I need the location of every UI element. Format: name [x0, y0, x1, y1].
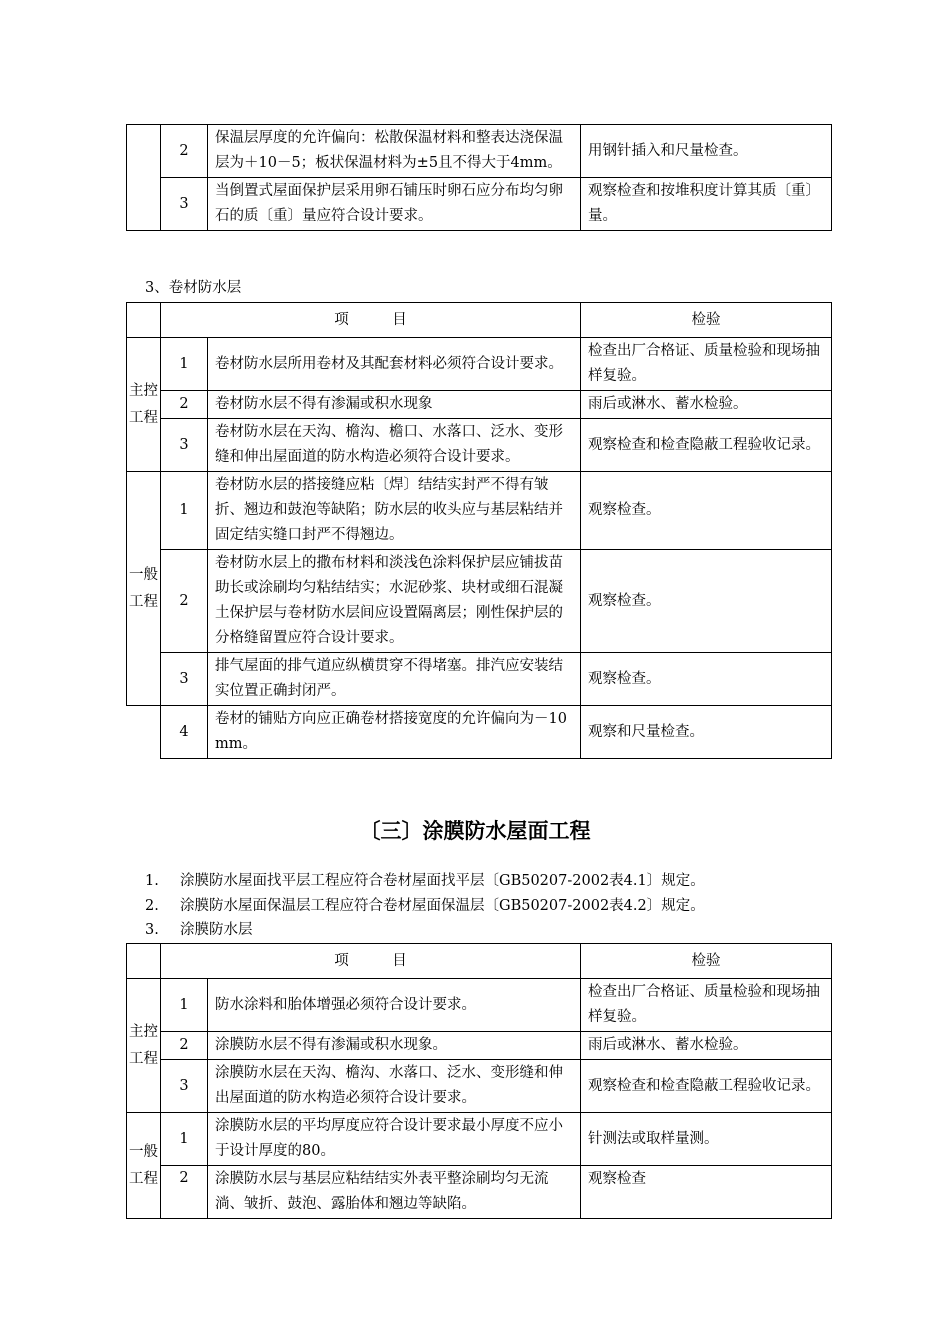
- coating-waterproof-table: [126, 943, 832, 1219]
- check-cell: 观察检查。: [581, 472, 832, 550]
- header-blank: [127, 303, 161, 338]
- check-cell: 雨后或淋水、蓄水检验。: [581, 391, 832, 419]
- row-number: 3: [161, 653, 208, 706]
- section-label-cell: [127, 125, 161, 231]
- row-number: 4: [161, 706, 208, 759]
- row-number: 1: [161, 979, 208, 1032]
- row-number: 1: [161, 472, 208, 550]
- item-cell: 卷材防水层在天沟、檐沟、檐口、水落口、泛水、变形缝和伸出屋面道的防水构造必须符合设计要求。: [208, 419, 581, 472]
- table-row: [127, 1060, 832, 1113]
- item-cell: 涂膜防水层不得有渗漏或积水现象。: [208, 1032, 581, 1060]
- row-number: 1: [161, 338, 208, 391]
- blank-cell: [127, 706, 161, 759]
- header-blank: [127, 944, 161, 979]
- main-control-label: 主控工程: [127, 979, 161, 1113]
- row-number: 3: [161, 178, 208, 231]
- general-label: 一般工程: [127, 1113, 161, 1219]
- list-item: [145, 894, 705, 918]
- list-item: [145, 918, 253, 942]
- row-number: 2: [161, 1032, 208, 1060]
- item-cell: 涂膜防水层与基层应粘结结实外表平整涂刷均匀无流淌、皱折、鼓泡、露胎体和翘边等缺陷。: [208, 1166, 581, 1219]
- table-row: [127, 1166, 832, 1219]
- list-number: 3.: [145, 922, 159, 938]
- general-label: 一般工程: [127, 472, 161, 706]
- row-number: 3: [161, 1060, 208, 1113]
- header-check: 检验: [581, 944, 832, 979]
- row-number: 2: [161, 391, 208, 419]
- item-cell: 当倒置式屋面保护层采用卵石铺压时卵石应分布均匀卵石的质〔重〕量应符合设计要求。: [208, 178, 581, 231]
- header-check: 检验: [581, 303, 832, 338]
- main-control-label: 主控工程: [127, 338, 161, 472]
- table-row: [127, 550, 832, 653]
- header-item: 项 目: [161, 303, 581, 338]
- table-row: [127, 979, 832, 1032]
- membrane-waterproof-table: [126, 302, 832, 759]
- table-row: [127, 706, 832, 759]
- table-row: [127, 419, 832, 472]
- check-cell: 观察检查和检查隐蔽工程验收记录。: [581, 1060, 832, 1113]
- item-cell: 卷材防水层上的撒布材料和淡浅色涂料保护层应铺拔苗助长或涂刷均匀粘结结实；水泥砂浆、块材或细石混凝土保护层与卷材防水层间应设置隔离层；刚性保护层的分格缝留置应符合设计要求。: [208, 550, 581, 653]
- list-text: 涂膜防水屋面保温层工程应符合卷材屋面保温层〔GB50207-2002表4.2〕规定。: [180, 898, 705, 914]
- list-item: [145, 869, 705, 893]
- table-row: [127, 653, 832, 706]
- item-cell: 卷材防水层不得有渗漏或积水现象: [208, 391, 581, 419]
- list-number: 1.: [145, 873, 159, 889]
- table-header-row: [127, 944, 832, 979]
- insulation-continuation-table: [126, 124, 832, 231]
- row-number: 2: [161, 550, 208, 653]
- check-cell: 观察检查和按堆积度计算其质〔重〕量。: [581, 178, 832, 231]
- check-cell: 观察检查。: [581, 653, 832, 706]
- list-text: 涂膜防水屋面找平层工程应符合卷材屋面找平层〔GB50207-2002表4.1〕规定。: [180, 873, 705, 889]
- check-cell: 检查出厂合格证、质量检验和现场抽样复验。: [581, 979, 832, 1032]
- table-header-row: [127, 303, 832, 338]
- item-cell: 涂膜防水层的平均厚度应符合设计要求最小厚度不应小于设计厚度的80。: [208, 1113, 581, 1166]
- check-cell: 检查出厂合格证、质量检验和现场抽样复验。: [581, 338, 832, 391]
- table-row: [127, 472, 832, 550]
- row-number: 1: [161, 1113, 208, 1166]
- row-number: 2: [161, 1166, 208, 1219]
- check-cell: 观察和尺量检查。: [581, 706, 832, 759]
- list-number: 2.: [145, 898, 159, 914]
- row-number: 3: [161, 419, 208, 472]
- section-heading: 〔三〕涂膜防水屋面工程: [359, 818, 591, 843]
- check-cell: 雨后或淋水、蓄水检验。: [581, 1032, 832, 1060]
- item-cell: 卷材防水层的搭接缝应粘〔焊〕结结实封严不得有皱折、翘边和鼓泡等缺陷；防水层的收头应与基层粘结并固定结实缝口封严不得翘边。: [208, 472, 581, 550]
- check-cell: 用钢针插入和尺量检查。: [581, 125, 832, 178]
- item-cell: 保温层厚度的允许偏向：松散保温材料和整表达浇保温层为＋10－5；板状保温材料为±5且不得大于4mm。: [208, 125, 581, 178]
- item-cell: 涂膜防水层在天沟、檐沟、水落口、泛水、变形缝和伸出屋面道的防水构造必须符合设计要求。: [208, 1060, 581, 1113]
- table-row: [127, 125, 832, 178]
- header-item: 项 目: [161, 944, 581, 979]
- item-cell: 卷材的铺贴方向应正确卷材搭接宽度的允许偏向为－10mm。: [208, 706, 581, 759]
- table-row: [127, 338, 832, 391]
- item-cell: 卷材防水层所用卷材及其配套材料必须符合设计要求。: [208, 338, 581, 391]
- table-row: [127, 178, 832, 231]
- list-text: 涂膜防水层: [180, 922, 253, 938]
- item-cell: 排气屋面的排气道应纵横贯穿不得堵塞。排汽应安装结实位置正确封闭严。: [208, 653, 581, 706]
- check-cell: 观察检查: [581, 1166, 832, 1219]
- check-cell: 针测法或取样量测。: [581, 1113, 832, 1166]
- item-cell: 防水涂料和胎体增强必须符合设计要求。: [208, 979, 581, 1032]
- table-row: [127, 1113, 832, 1166]
- check-cell: 观察检查。: [581, 550, 832, 653]
- check-cell: 观察检查和检查隐蔽工程验收记录。: [581, 419, 832, 472]
- row-number: 2: [161, 125, 208, 178]
- section-caption: 3、卷材防水层: [145, 280, 242, 296]
- table-row: [127, 1032, 832, 1060]
- table-row: [127, 391, 832, 419]
